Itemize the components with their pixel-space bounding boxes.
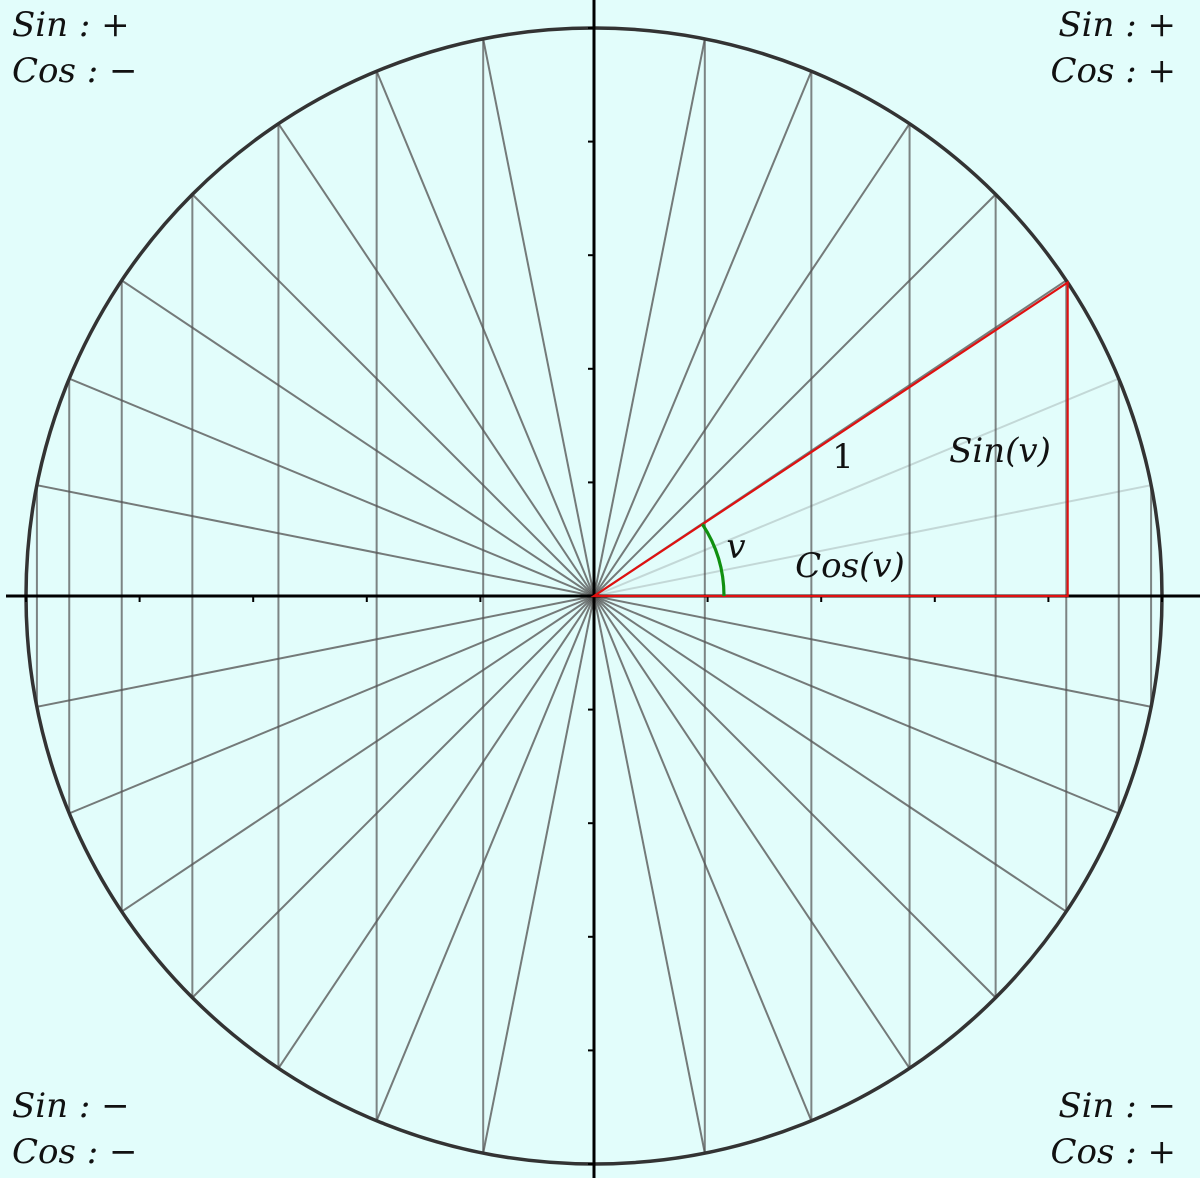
sin-label: Sin(v): [949, 431, 1051, 471]
quadrant-2-signs: [12, 2, 138, 94]
cos-label: Cos(v): [795, 546, 905, 586]
quadrant-3-cos-sign: Cos : −: [12, 1132, 138, 1172]
spoke-157.5deg: [69, 379, 594, 596]
spoke-202.5deg: [69, 596, 594, 813]
quadrant-4-sin-sign: Sin : −: [1058, 1086, 1176, 1126]
spoke-67.5deg: [594, 71, 811, 596]
spoke-292.5deg: [594, 596, 811, 1121]
spoke-112.5deg: [377, 71, 594, 596]
spoke-247.5deg: [377, 596, 594, 1121]
quadrant-1-signs: [1051, 2, 1177, 94]
spoke-315deg: [594, 596, 996, 998]
quadrant-1-sin-sign: Sin : +: [1058, 5, 1176, 45]
spoke-337.5deg: [594, 596, 1119, 813]
angle-label: v: [726, 527, 746, 567]
quadrant-2-sin-sign: Sin : +: [12, 5, 130, 45]
quadrant-1-cos-sign: Cos : +: [1050, 51, 1176, 91]
spoke-225deg: [192, 596, 594, 998]
quadrant-3-signs: [12, 1083, 138, 1175]
quadrant-3-sin-sign: Sin : −: [12, 1086, 130, 1126]
quadrant-4-signs: [1051, 1083, 1177, 1175]
hypotenuse-label: 1: [832, 437, 854, 477]
quadrant-4-cos-sign: Cos : +: [1050, 1132, 1176, 1172]
spoke-135deg: [192, 194, 594, 596]
spoke-45deg: [594, 194, 996, 596]
quadrant-2-cos-sign: Cos : −: [12, 51, 138, 91]
